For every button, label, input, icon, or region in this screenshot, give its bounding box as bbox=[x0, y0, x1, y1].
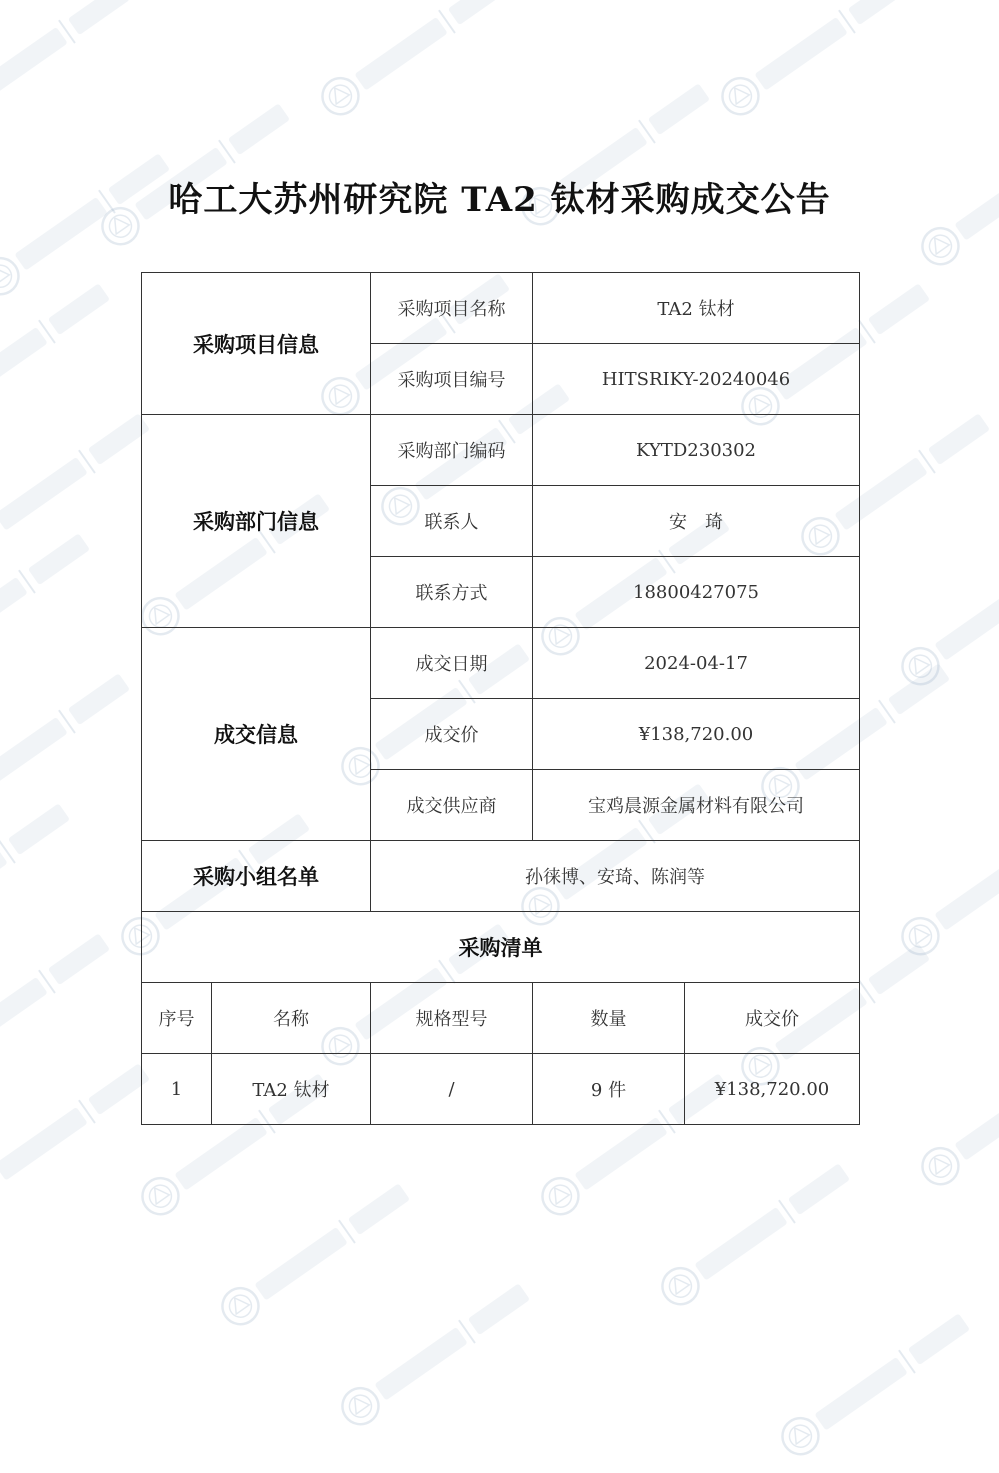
department-code-value: KYTD230302 bbox=[533, 415, 860, 486]
phone-label: 联系方式 bbox=[371, 557, 533, 628]
table-row bbox=[142, 1054, 860, 1125]
row-name: TA2 钛材 bbox=[212, 1054, 371, 1125]
watermark-logo bbox=[0, 0, 143, 140]
header-index: 序号 bbox=[142, 983, 212, 1054]
project-name-value: TA2 钛材 bbox=[533, 273, 860, 344]
contact-label: 联系人 bbox=[371, 486, 533, 557]
purchase-list-title-row bbox=[142, 912, 860, 983]
page-title: 哈工大苏州研究院 TA2 钛材采购成交公告 bbox=[168, 180, 831, 220]
announcement-table bbox=[141, 272, 860, 1125]
contact-value: 安 琦 bbox=[533, 486, 860, 557]
watermark-logo bbox=[0, 658, 143, 829]
header-spec: 规格型号 bbox=[371, 983, 533, 1054]
purchase-list-title: 采购清单 bbox=[142, 912, 860, 983]
deal-date-value: 2024-04-17 bbox=[533, 628, 860, 699]
row-index: 1 bbox=[142, 1054, 212, 1125]
team-members-value: 孙徕博、安琦、陈润等 bbox=[371, 841, 860, 912]
watermark-logo bbox=[0, 268, 123, 439]
phone-value: 18800427075 bbox=[533, 557, 860, 628]
deal-date-row bbox=[142, 628, 860, 699]
deal-date-label: 成交日期 bbox=[371, 628, 533, 699]
watermark-logo bbox=[707, 0, 923, 130]
watermark-logo bbox=[307, 0, 523, 130]
header-price: 成交价 bbox=[685, 983, 860, 1054]
team-row bbox=[142, 841, 860, 912]
project-name-row bbox=[142, 273, 860, 344]
deal-price-value: ¥138,720.00 bbox=[533, 699, 860, 770]
row-quantity: 9 件 bbox=[533, 1054, 685, 1125]
watermark-logo bbox=[0, 788, 83, 959]
watermark-logo bbox=[0, 1048, 163, 1219]
header-name: 名称 bbox=[212, 983, 371, 1054]
deal-supplier-label: 成交供应商 bbox=[371, 770, 533, 841]
project-number-value: HITSRIKY-20240046 bbox=[533, 344, 860, 415]
header-quantity: 数量 bbox=[533, 983, 685, 1054]
watermark-logo bbox=[767, 1298, 983, 1469]
project-number-label: 采购项目编号 bbox=[371, 344, 533, 415]
team-section-label: 采购小组名单 bbox=[142, 841, 371, 912]
deal-supplier-value: 宝鸡晨源金属材料有限公司 bbox=[533, 770, 860, 841]
watermark-logo bbox=[0, 398, 163, 569]
watermark-logo bbox=[0, 918, 123, 1089]
row-price: ¥138,720.00 bbox=[685, 1054, 860, 1125]
purchase-list-header-row bbox=[142, 983, 860, 1054]
department-code-row bbox=[142, 415, 860, 486]
watermark-logo bbox=[887, 528, 999, 699]
deal-price-label: 成交价 bbox=[371, 699, 533, 770]
watermark-logo bbox=[0, 518, 103, 689]
row-spec: / bbox=[371, 1054, 533, 1125]
deal-info-section-label: 成交信息 bbox=[142, 628, 371, 841]
watermark-logo bbox=[907, 1028, 999, 1199]
department-code-label: 采购部门编码 bbox=[371, 415, 533, 486]
watermark-logo bbox=[207, 1168, 423, 1339]
department-info-section-label: 采购部门信息 bbox=[142, 415, 371, 628]
watermark-logo bbox=[647, 1148, 863, 1319]
project-info-section-label: 采购项目信息 bbox=[142, 273, 371, 415]
project-name-label: 采购项目名称 bbox=[371, 273, 533, 344]
watermark-logo bbox=[887, 798, 999, 969]
